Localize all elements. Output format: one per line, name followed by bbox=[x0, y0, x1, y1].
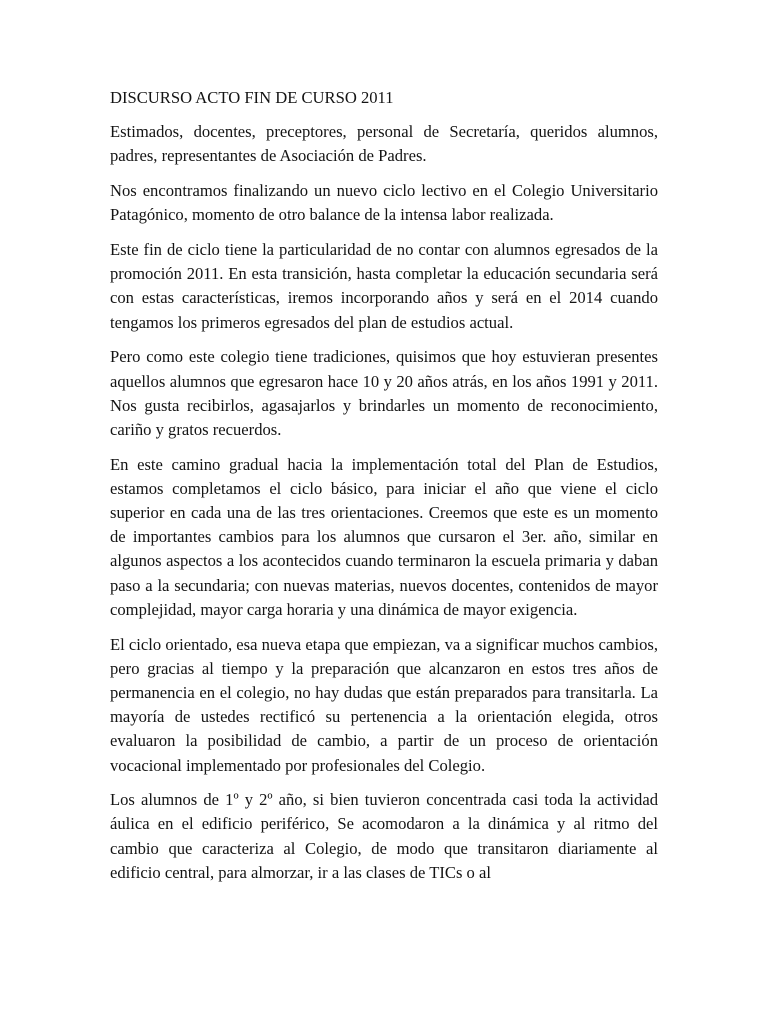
paragraph-oriented-cycle: El ciclo orientado, esa nueva etapa que empiezan, va a significar muchos cambios, pero gracias al tiempo y la preparación que alcanzaron en estos tres años de permanencia en el colegio, no hay dudas que están preparados para transitarla. La mayoría de ustedes rectificó su pertenencia a la orientación elegida, otros evaluaron la posibilidad de cambio, a partir de un proceso de orientación vocacional implementado por profesionales del Colegio. bbox=[110, 634, 658, 775]
paragraph-greeting: Estimados, docentes, preceptores, personal de Secretaría, queridos alumnos, padres, representantes de Asociación de Padres. bbox=[110, 122, 658, 166]
paragraph-study-plan: En este camino gradual hacia la implementación total del Plan de Estudios, estamos completamos el ciclo básico, para iniciar el año que viene el ciclo superior en cada una de las tres orientaciones. Creemos que este es un momento de importantes cambios para los alumnos que cursaron el 3er. año, similar en algunos aspectos a los acontecidos cuando terminaron la escuela primaria y daban paso a la secundaria; con nuevas materias, nuevos docentes, contenidos de mayor complejidad, mayor carga horaria y una dinámica de mayor exigencia. bbox=[110, 454, 658, 619]
paragraph-first-second-year: Los alumnos de 1º y 2º año, si bien tuvieron concentrada casi toda la actividad áulica en el edificio periférico, Se acomodaron a la dinámica y al ritmo del cambio que caracteriza al Colegio, de modo que transitaron diariamente al edificio central, para almorzar, ir a las clases de TICs o al bbox=[110, 790, 658, 882]
document-title: DISCURSO ACTO FIN DE CURSO 2011 bbox=[110, 88, 394, 107]
paragraph-traditions: Pero como este colegio tiene tradiciones, quisimos que hoy estuvieran presentes aquellos alumnos que egresaron hace 10 y 20 años atrás, en los años 1991 y 2011. Nos gusta recibirlos, agasajarlos y brindarles un momento de reconocimiento, cariño y gratos recuerdos. bbox=[110, 347, 658, 439]
paragraph-no-graduates: Este fin de ciclo tiene la particularidad de no contar con alumnos egresados de la promoción 2011. En esta transición, hasta completar la educación secundaria será con estas características, iremos incorporando años y será en el 2014 cuando tengamos los primeros egresados del plan de estudios actual. bbox=[110, 240, 658, 332]
paragraph-cycle-end: Nos encontramos finalizando un nuevo ciclo lectivo en el Colegio Universitario Patagónico, momento de otro balance de la intensa labor realizada. bbox=[110, 181, 658, 225]
document-page bbox=[110, 86, 658, 896]
